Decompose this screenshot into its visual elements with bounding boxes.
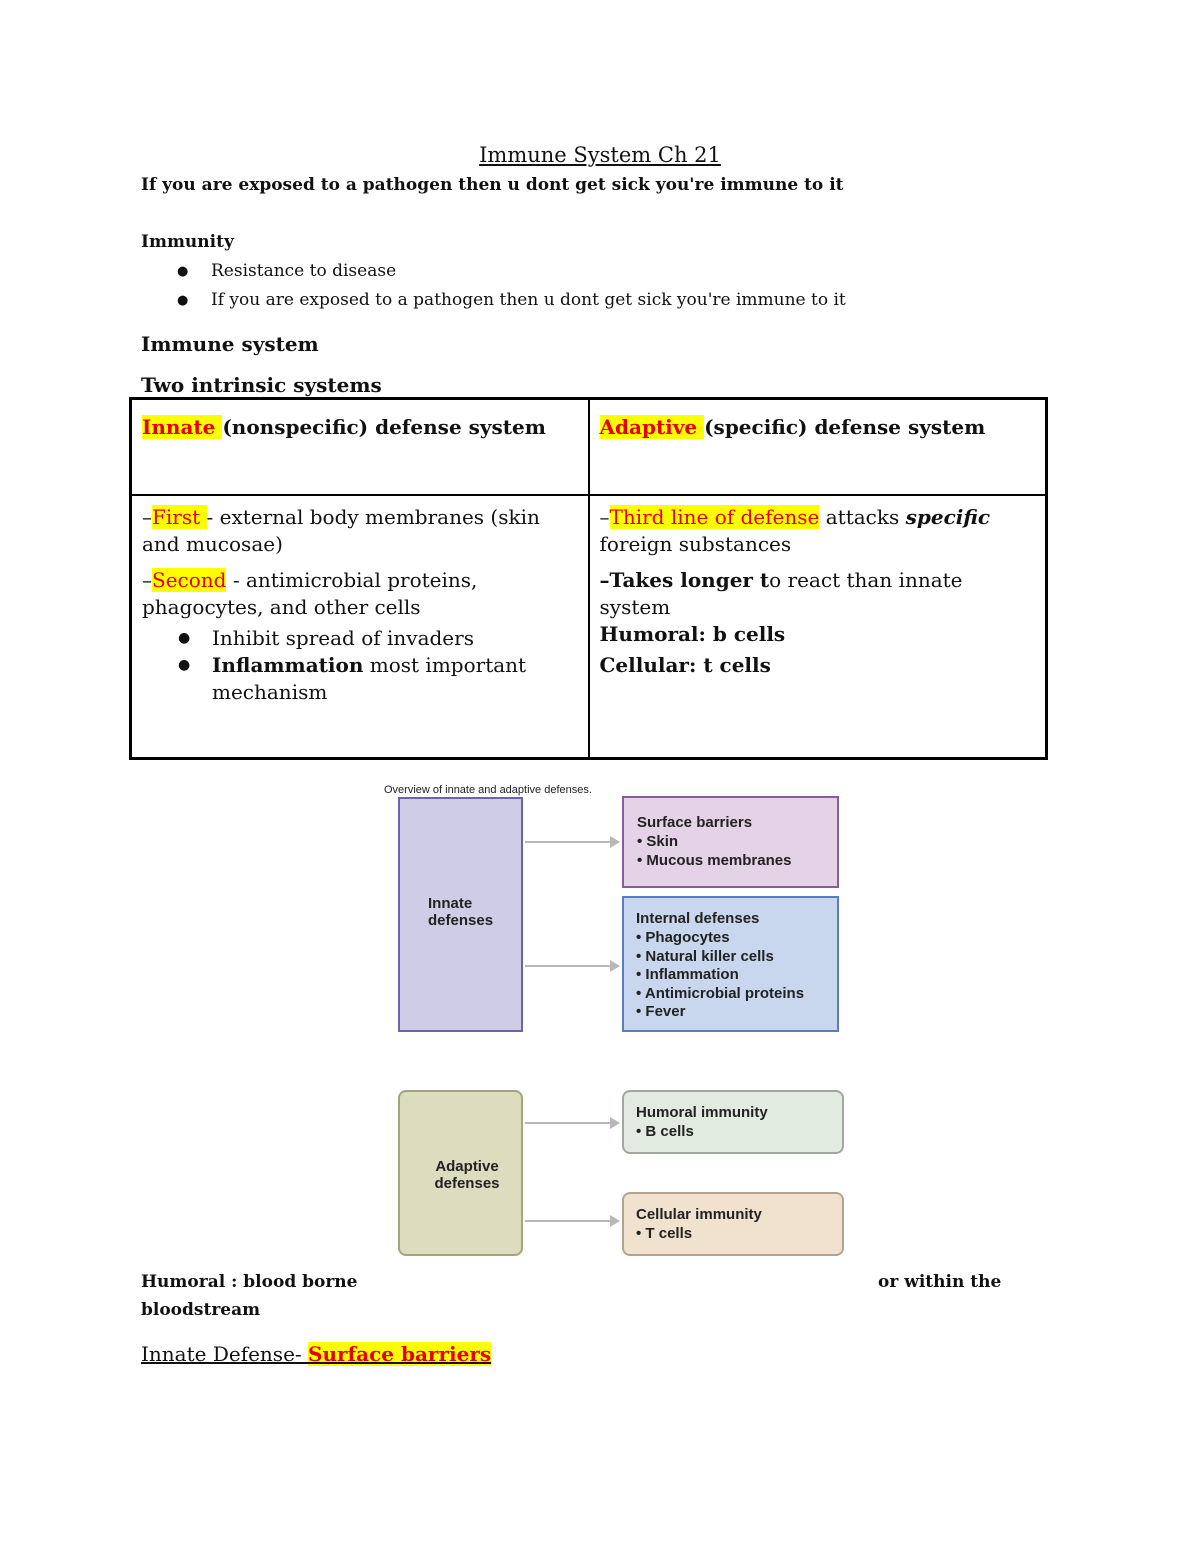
humoral-note-bloodstream: bloodstream (141, 1300, 261, 1320)
defense-systems-table (129, 397, 1048, 760)
two-systems-heading: Two intrinsic systems (141, 373, 382, 397)
list-item: • Natural killer cells (636, 947, 774, 965)
innate-first-line: –First - external body membranes (skin and mucosae) (142, 505, 540, 556)
immune-system-heading: Immune system (141, 332, 319, 356)
list-item: • B cells (636, 1123, 694, 1140)
list-item: • Skin (637, 833, 679, 850)
arrow-to-surface (525, 841, 611, 843)
innate-bullets (142, 625, 578, 706)
humoral-note-end: or within the (878, 1272, 1002, 1292)
innate-body-cell (131, 495, 589, 759)
immunity-list (141, 259, 846, 317)
arrow-to-cellular (525, 1220, 611, 1222)
adaptive-header-cell (589, 399, 1047, 496)
adaptive-header-text: (specific) defense system (704, 415, 986, 439)
innate-header-cell (131, 399, 589, 496)
surface-barriers-highlight: Surface barriers (308, 1342, 492, 1366)
list-item: ● Inflammation most important mechanism (142, 652, 578, 706)
list-item: ● Inhibit spread of invaders (142, 625, 578, 652)
adaptive-takes-line: –Takes longer to react than innate system (599, 568, 963, 619)
diagram-caption: Overview of innate and adaptive defenses. (384, 784, 592, 796)
list-item: • Antimicrobial proteins (636, 984, 805, 1002)
adaptive-cellular: Cellular: t cells (599, 653, 771, 677)
page-title: Immune System Ch 21 (479, 143, 721, 167)
list-item: ● Resistance to disease (141, 259, 846, 288)
adaptive-body-cell (589, 495, 1047, 759)
innate-defenses-box: Innate defenses (398, 797, 523, 1032)
innate-second-line: –Second - antimicrobial proteins, phagocytes, and other cells (142, 568, 478, 619)
innate-header-text: (nonspecific) defense system (222, 415, 546, 439)
adaptive-humoral: Humoral: b cells (599, 622, 786, 646)
innate-highlight: Innate (142, 415, 223, 439)
list-item: • Phagocytes (636, 929, 730, 946)
cellular-immunity-box: Cellular immunity • T cells (622, 1192, 844, 1256)
defenses-diagram (378, 784, 848, 1269)
list-item: • Inflammation (636, 966, 739, 983)
subtitle: If you are exposed to a pathogen then u dont get sick you're immune to it (141, 175, 844, 195)
adaptive-third-line: –Third line of defense attacks specific foreign substances (599, 505, 991, 556)
third-highlight: Third line of defense (609, 505, 820, 529)
humoral-immunity-box: Humoral immunity • B cells (622, 1090, 844, 1154)
internal-defenses-box: Internal defenses • Phagocytes • Natural killer cells • Inflammation • Antimicrobial proteins • Fever (622, 896, 839, 1032)
arrow-to-humoral (525, 1122, 611, 1124)
list-item: ● If you are exposed to a pathogen then u dont get sick you're immune to it (141, 288, 846, 317)
immunity-heading: Immunity (141, 232, 234, 252)
adaptive-highlight: Adaptive (599, 415, 705, 439)
second-highlight: Second (152, 568, 227, 592)
list-item: • Fever (636, 1003, 686, 1020)
list-item: • Mucous membranes (637, 851, 792, 869)
innate-defense-heading: Innate Defense- Surface barriers (141, 1342, 492, 1366)
first-highlight: First (152, 505, 207, 529)
list-item: • T cells (636, 1225, 693, 1242)
surface-barriers-box: Surface barriers • Skin • Mucous membranes (622, 796, 839, 888)
adaptive-defenses-box: Adaptive defenses (398, 1090, 523, 1256)
arrow-to-internal (525, 965, 611, 967)
humoral-note: Humoral : blood borne (141, 1272, 358, 1292)
